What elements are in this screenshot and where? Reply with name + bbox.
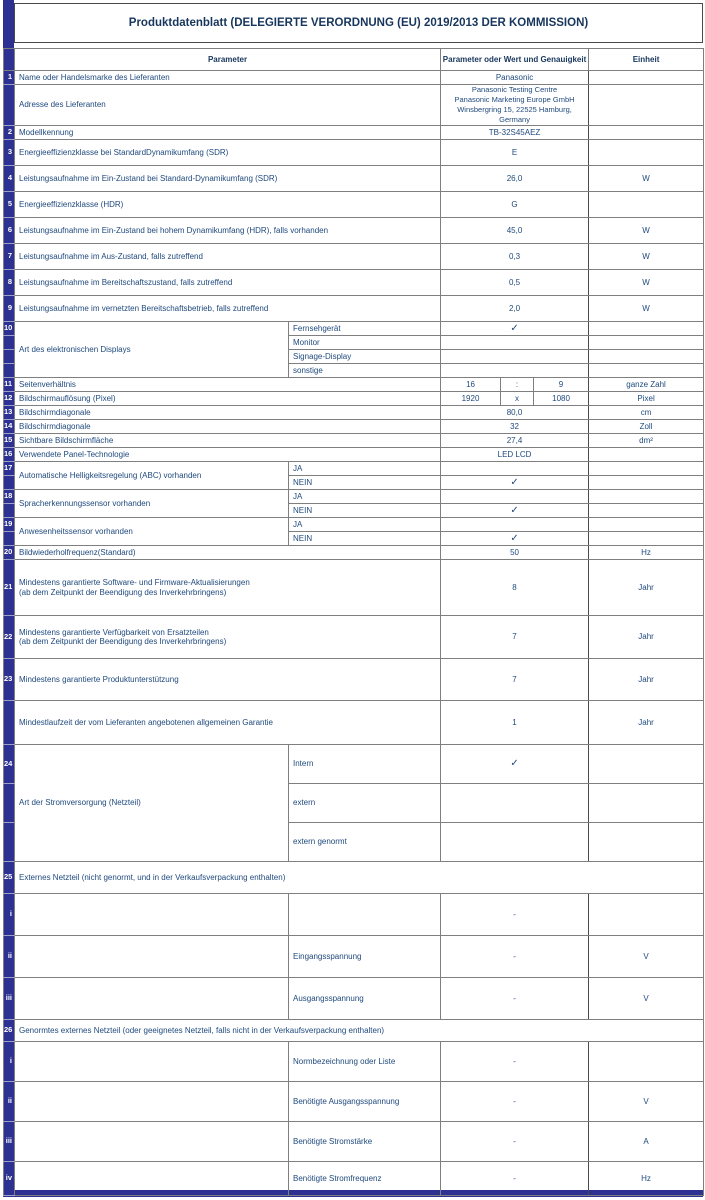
row-number: 1: [4, 71, 15, 85]
row-number: 2: [4, 126, 15, 140]
unit-cell: V: [589, 1082, 704, 1122]
table-row: [4, 166, 704, 192]
sub-parameter-cell: Benötigte Stromstärke: [289, 1122, 441, 1162]
value-cell: 2,0: [441, 296, 589, 322]
option-label-cell: Signage-Display: [289, 350, 441, 364]
unit-cell: [589, 784, 704, 823]
unit-cell: [589, 192, 704, 218]
parameter-cell: Bildschirmauflösung (Pixel): [15, 392, 441, 406]
parameter-cell: [15, 560, 441, 616]
row-number: 22: [4, 616, 15, 659]
value-cell: -: [441, 894, 589, 936]
row-number: 15: [4, 434, 15, 448]
parameter-cell: Spracherkennungssensor vorhanden: [15, 490, 289, 518]
value-cell: 1920: [441, 392, 501, 406]
unit-cell: A: [589, 1122, 704, 1162]
table-row: [4, 392, 704, 406]
datasheet-table: [3, 48, 704, 1196]
value-cell: -: [441, 1162, 589, 1196]
value-cell: LED LCD: [441, 448, 589, 462]
parameter-cell: [15, 936, 289, 978]
value-cell: [441, 364, 589, 378]
table-row: [4, 518, 704, 532]
section-label: Genormtes externes Netzteil (oder geeignetes Netzteil, falls nicht in der Verkaufsverpackung enthalten): [15, 1020, 704, 1042]
parameter-cell: Sichtbare Bildschirmfläche: [15, 434, 441, 448]
value-cell: -: [441, 1082, 589, 1122]
unit-cell: [589, 532, 704, 546]
value-cell: G: [441, 192, 589, 218]
parameter-cell: Bildschirmdiagonale: [15, 406, 441, 420]
table-row: [4, 546, 704, 560]
unit-cell: V: [589, 978, 704, 1020]
table-row: [4, 1020, 704, 1042]
unit-cell: dm²: [589, 434, 704, 448]
parameter-cell: Automatische Helligkeitsregelung (ABC) vorhanden: [15, 462, 289, 490]
value-cell: 0,3: [441, 244, 589, 270]
table-row: [4, 434, 704, 448]
header-row: [4, 49, 704, 71]
value-cell: [441, 85, 589, 126]
value-cell: [441, 336, 589, 350]
parameter-line: (ab dem Zeitpunkt der Beendigung des Inverkehrbringens): [19, 587, 227, 597]
parameter-cell: Leistungsaufnahme im Aus-Zustand, falls zutreffend: [15, 244, 441, 270]
unit-cell: [589, 126, 704, 140]
parameter-cell: [15, 1082, 289, 1122]
row-number: 21: [4, 560, 15, 616]
parameter-cell: [15, 1162, 289, 1196]
parameter-cell: Leistungsaufnahme im Bereitschaftszustand, falls zutreffend: [15, 270, 441, 296]
option-label-cell: NEIN: [289, 476, 441, 490]
table-row: [4, 270, 704, 296]
sub-parameter-cell: Benötigte Ausgangsspannung: [289, 1082, 441, 1122]
parameter-cell: Bildschirmdiagonale: [15, 420, 441, 434]
row-number: iii: [4, 978, 15, 1020]
table-row: [4, 701, 704, 745]
row-number: 24: [4, 745, 15, 784]
unit-cell: [589, 350, 704, 364]
value-cell: 1080: [534, 392, 589, 406]
table-row: [4, 406, 704, 420]
unit-cell: [589, 448, 704, 462]
unit-cell: V: [589, 936, 704, 978]
value-cell: -: [441, 978, 589, 1020]
table-row: [4, 745, 704, 784]
unit-cell: W: [589, 296, 704, 322]
parameter-cell: Art der Stromversorgung (Netzteil): [15, 745, 289, 862]
parameter-cell: [15, 1122, 289, 1162]
row-number: 16: [4, 448, 15, 462]
option-label-cell: extern: [289, 784, 441, 823]
row-number: iv: [4, 1162, 15, 1196]
parameter-cell: Mindestens garantierte Produktunterstützung: [15, 659, 441, 701]
checkmark: ✓: [441, 532, 589, 546]
row-number: [4, 85, 15, 126]
parameter-cell: Adresse des Lieferanten: [15, 85, 441, 126]
parameter-cell: Leistungsaufnahme im Ein-Zustand bei hohem Dynamikumfang (HDR), falls vorhanden: [15, 218, 441, 244]
option-label-cell: NEIN: [289, 504, 441, 518]
value-cell: 1: [441, 701, 589, 745]
row-number: 7: [4, 244, 15, 270]
unit-cell: W: [589, 166, 704, 192]
value-cell: 7: [441, 616, 589, 659]
address-lines: [441, 85, 588, 125]
unit-cell: Zoll: [589, 420, 704, 434]
unit-cell: [589, 322, 704, 336]
row-number: [4, 701, 15, 745]
table-row: [4, 420, 704, 434]
option-label-cell: NEIN: [289, 532, 441, 546]
parameter-cell: [15, 1042, 289, 1082]
parameter-line: (ab dem Zeitpunkt der Beendigung des Inverkehrbringens): [19, 637, 227, 646]
value-cell: E: [441, 140, 589, 166]
value-cell: 26,0: [441, 166, 589, 192]
parameter-cell: Energieeffizienzklasse (HDR): [15, 192, 441, 218]
unit-cell: [589, 745, 704, 784]
unit-cell: [589, 1042, 704, 1082]
row-number: 5: [4, 192, 15, 218]
row-number: 20: [4, 546, 15, 560]
table-row: [4, 85, 704, 126]
unit-cell: [589, 71, 704, 85]
row-number: 13: [4, 406, 15, 420]
parameter-cell: [15, 978, 289, 1020]
value-cell: 50: [441, 546, 589, 560]
option-label-cell: JA: [289, 490, 441, 504]
table-row: [4, 218, 704, 244]
value-cell: -: [441, 1122, 589, 1162]
unit-cell: [589, 336, 704, 350]
unit-cell: Jahr: [589, 560, 704, 616]
address-line: Germany: [499, 115, 530, 124]
option-label-cell: Intern: [289, 745, 441, 784]
parameter-cell: Leistungsaufnahme im vernetzten Bereitschaftsbetrieb, falls zutreffend: [15, 296, 441, 322]
value-cell: 0,5: [441, 270, 589, 296]
row-number: 26: [4, 1020, 15, 1042]
header-number-cell: [4, 49, 15, 71]
parameter-cell: Modellkennung: [15, 126, 441, 140]
address-line: Panasonic Testing Centre: [471, 85, 558, 94]
column-header-unit: Einheit: [589, 49, 704, 71]
value-cell: -: [441, 1042, 589, 1082]
parameter-cell: Leistungsaufnahme im Ein-Zustand bei Standard-Dynamikumfang (SDR): [15, 166, 441, 192]
parameter-cell: Seitenverhältnis: [15, 378, 441, 392]
row-number: 3: [4, 140, 15, 166]
unit-cell: [589, 490, 704, 504]
table-row: [4, 140, 704, 166]
row-number: 14: [4, 420, 15, 434]
unit-cell: [589, 504, 704, 518]
value-cell: [441, 823, 589, 862]
unit-cell: Pixel: [589, 392, 704, 406]
table-row: [4, 490, 704, 504]
value-separator: :: [501, 378, 534, 392]
row-number: i: [4, 1042, 15, 1082]
row-number: 12: [4, 392, 15, 406]
checkmark: ✓: [441, 504, 589, 518]
value-cell: [441, 462, 589, 476]
value-cell: [441, 490, 589, 504]
table-row: [4, 448, 704, 462]
value-cell: Panasonic: [441, 71, 589, 85]
table-row: [4, 126, 704, 140]
table-row: [4, 378, 704, 392]
section-label: Externes Netzteil (nicht genormt, und in der Verkaufsverpackung enthalten): [15, 862, 704, 894]
table-row: [4, 560, 704, 616]
table-row: [4, 978, 704, 1020]
unit-cell: W: [589, 270, 704, 296]
parameter-cell: Energieeffizienzklasse bei StandardDynamikumfang (SDR): [15, 140, 441, 166]
unit-cell: Jahr: [589, 701, 704, 745]
table-row: [4, 862, 704, 894]
parameter-cell: Anwesenheitssensor vorhanden: [15, 518, 289, 546]
row-number: [4, 504, 15, 518]
parameter-cell: Mindestlaufzeit der vom Lieferanten angebotenen allgemeinen Garantie: [15, 701, 441, 745]
option-label-cell: extern genormt: [289, 823, 441, 862]
table-row: [4, 1042, 704, 1082]
value-cell: TB-32S45AEZ: [441, 126, 589, 140]
unit-cell: [589, 518, 704, 532]
row-number: 18: [4, 490, 15, 504]
parameter-cell: Art des elektronischen Displays: [15, 322, 289, 378]
value-cell: 16: [441, 378, 501, 392]
table-body: [4, 71, 704, 1196]
row-number: 10: [4, 322, 15, 336]
sub-parameter-cell: Ausgangsspannung: [289, 978, 441, 1020]
parameter-line: Mindestens garantierte Verfügbarkeit von Ersatzteilen: [19, 627, 209, 637]
unit-cell: [589, 823, 704, 862]
row-number: 8: [4, 270, 15, 296]
column-header-value: Parameter oder Wert und Genauigkeit: [441, 49, 589, 71]
table-row: [4, 1082, 704, 1122]
sub-parameter-cell: [289, 894, 441, 936]
unit-cell: Jahr: [589, 659, 704, 701]
unit-cell: [589, 85, 704, 126]
value-cell: 27,4: [441, 434, 589, 448]
value-cell: 8: [441, 560, 589, 616]
value-cell: 32: [441, 420, 589, 434]
unit-cell: Hz: [589, 1162, 704, 1196]
value-separator: x: [501, 392, 534, 406]
sub-parameter-cell: Benötigte Stromfrequenz: [289, 1162, 441, 1196]
unit-cell: W: [589, 244, 704, 270]
value-cell: 80,0: [441, 406, 589, 420]
unit-cell: [589, 894, 704, 936]
row-number: [4, 476, 15, 490]
address-line: Winsbergring 15, 22525 Hamburg,: [457, 105, 572, 114]
checkmark: ✓: [441, 476, 589, 490]
parameter-cell: [15, 894, 289, 936]
table-row: [4, 244, 704, 270]
unit-cell: ganze Zahl: [589, 378, 704, 392]
checkmark: ✓: [441, 322, 589, 336]
value-cell: [441, 784, 589, 823]
table-row: [4, 192, 704, 218]
table-row: [4, 1162, 704, 1196]
row-number: 19: [4, 518, 15, 532]
unit-cell: Jahr: [589, 616, 704, 659]
row-number: 11: [4, 378, 15, 392]
unit-cell: [589, 364, 704, 378]
table-row: [4, 296, 704, 322]
parameter-cell: Name oder Handelsmarke des Lieferanten: [15, 71, 441, 85]
row-number: 6: [4, 218, 15, 244]
option-label-cell: Fernsehgerät: [289, 322, 441, 336]
unit-cell: cm: [589, 406, 704, 420]
table-row: [4, 894, 704, 936]
option-label-cell: sonstige: [289, 364, 441, 378]
row-number: 9: [4, 296, 15, 322]
row-number: [4, 364, 15, 378]
sub-parameter-cell: Normbezeichnung oder Liste: [289, 1042, 441, 1082]
table-row: [4, 71, 704, 85]
row-number: [4, 823, 15, 862]
row-number: 17: [4, 462, 15, 476]
row-number: ii: [4, 1082, 15, 1122]
option-label-cell: JA: [289, 518, 441, 532]
option-label-cell: JA: [289, 462, 441, 476]
value-cell: 45,0: [441, 218, 589, 244]
page-title: Produktdatenblatt (DELEGIERTE VERORDNUNG (EU) 2019/2013 DER KOMMISSION): [14, 3, 703, 43]
row-number: 23: [4, 659, 15, 701]
table-row: [4, 616, 704, 659]
checkmark: ✓: [441, 745, 589, 784]
parameter-cell: Verwendete Panel-Technologie: [15, 448, 441, 462]
row-number: [4, 784, 15, 823]
value-cell: [441, 350, 589, 364]
table-row: [4, 659, 704, 701]
row-number: [4, 336, 15, 350]
table-row: [4, 936, 704, 978]
unit-cell: [589, 476, 704, 490]
table-row: [4, 1122, 704, 1162]
value-cell: [441, 518, 589, 532]
table-row: [4, 462, 704, 476]
address-line: Panasonic Marketing Europe GmbH: [454, 95, 575, 104]
table-row: [4, 322, 704, 336]
unit-cell: [589, 140, 704, 166]
value-cell: 9: [534, 378, 589, 392]
parameter-cell: Bildwiederholfrequenz(Standard): [15, 546, 441, 560]
parameter-line: Mindestens garantierte Software- und Firmware-Aktualisierungen: [19, 578, 250, 588]
row-number: [4, 350, 15, 364]
row-number: [4, 532, 15, 546]
value-cell: -: [441, 936, 589, 978]
row-number: iii: [4, 1122, 15, 1162]
row-number: 25: [4, 862, 15, 894]
sub-parameter-cell: Eingangsspannung: [289, 936, 441, 978]
value-cell: 7: [441, 659, 589, 701]
unit-cell: [589, 462, 704, 476]
row-number: i: [4, 894, 15, 936]
row-number: ii: [4, 936, 15, 978]
parameter-cell: [15, 616, 441, 659]
option-label-cell: Monitor: [289, 336, 441, 350]
column-header-parameter: Parameter: [15, 49, 441, 71]
row-number: 4: [4, 166, 15, 192]
unit-cell: Hz: [589, 546, 704, 560]
unit-cell: W: [589, 218, 704, 244]
